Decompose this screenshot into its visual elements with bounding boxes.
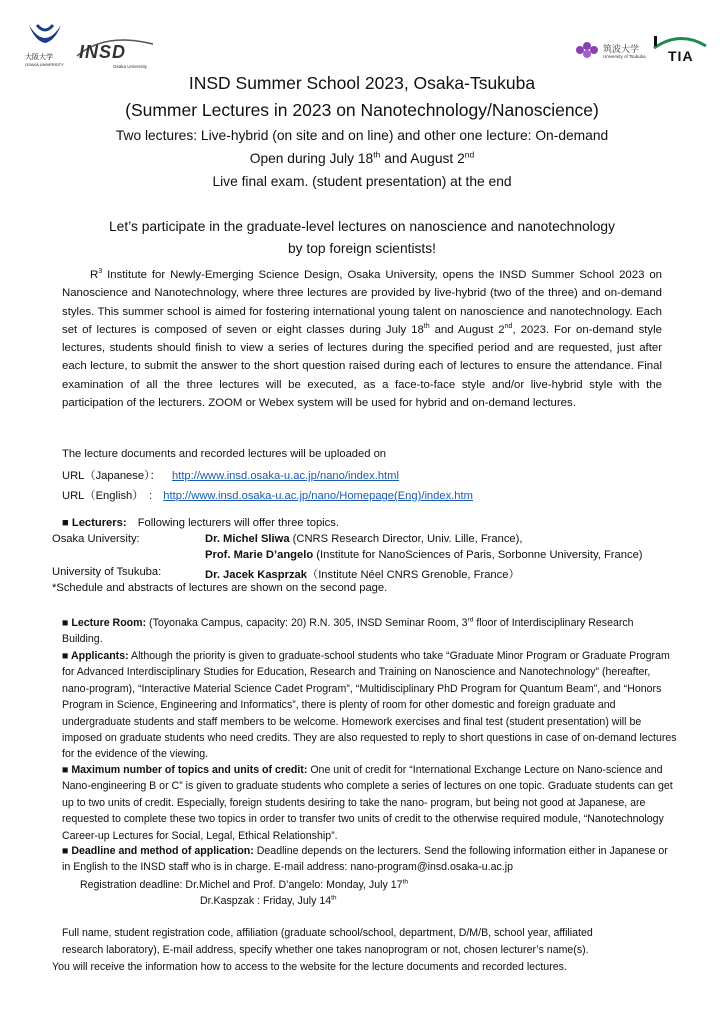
osaka-logo-text: 大阪大学 — [25, 54, 53, 61]
lecturer-1-name: Dr. Michel Sliwa — [205, 533, 290, 545]
osaka-university-logo — [25, 21, 65, 67]
deadline-text: Deadline depends on the lecturers. Send the following information either in Japanese or in English to the INSD staff who is in charge. E-mail address: nano-program@insd.osaka-u.ac.jp — [62, 845, 668, 874]
deadline-heading: ■ Deadline and method of application: — [62, 845, 254, 857]
insd-logo-text: INSD — [79, 42, 127, 62]
lecturer-2 — [205, 549, 643, 561]
url-english-link[interactable]: http://www.insd.osaka-u.ac.jp/nano/Homepage(Eng)/index.htm — [163, 490, 473, 502]
credits-text: One unit of credit for “International Exchange Lecture on Nano-science and Nano-engineering B or C” is given to graduate students who complete a series of lectures on one topic. Graduate students can get up to two units of credit. Especially, foreign students desiring to take the nano- program, but being not good at Japanese, are requested to complete these two topics in order to transfer two units of credit to the otherwise required module, “Nanotechnology Career-up Lectures for Social, Legal, Ethical Relationship”. — [62, 764, 673, 842]
footer-line-3: You will receive the information how to access to the website for the lecture documents and recorded lectures. — [52, 961, 567, 973]
page-subtitle: (Summer Lectures in 2023 on Nanotechnology/Nanoscience) — [125, 100, 599, 120]
registration-deadline-1: Registration deadline: Dr.Michel and Prof. D’angelo: Monday, July 17th — [80, 878, 408, 891]
osaka-logo-sub: OSAKA UNIVERSITY — [25, 62, 64, 67]
lecturer-2-name: Prof. Marie D’angelo — [205, 549, 314, 561]
tsukuba-university-logo — [575, 40, 645, 64]
open-period-line: Open during July 18th and August 2nd — [249, 149, 475, 166]
tia-logo-text: TIA — [668, 48, 694, 64]
footer-line-1: Full name, student registration code, affiliation (graduate school/school, department, D/M/B, school year, affiliated — [62, 927, 593, 939]
tsukuba-logo-sub: University of Tsukuba — [603, 54, 646, 59]
tagline-2: by top foreign scientists! — [287, 241, 436, 256]
lecturer-3-name: Dr. Jacek Kasprzak — [205, 569, 307, 581]
tia-logo — [652, 34, 708, 66]
page-title: INSD Summer School 2023, Osaka-Tsukuba — [188, 73, 536, 93]
url-english-row — [62, 487, 473, 503]
tagline-1: Let’s participate in the graduate-level lectures on nanoscience and nanotechnology — [109, 219, 615, 234]
lecturers-heading: ■ Lecturers: — [62, 517, 127, 529]
footer-line-2: research laboratory), E-mail address, specify whether one takes nanoprogram or not, chosen lecturer’s name(s). — [62, 944, 589, 956]
osaka-label: Osaka University: — [52, 533, 140, 545]
lecturer-2-affiliation: (Institute for NanoSciences of Paris, Sorbonne University, France) — [313, 549, 643, 561]
lecturer-3-affiliation: （Institute Néel CNRS Grenoble, France） — [307, 569, 520, 581]
lecturer-1 — [205, 533, 523, 545]
credits-section — [62, 762, 677, 844]
credits-heading: ■ Maximum number of topics and units of credit: — [62, 764, 308, 776]
urls-intro: The lecture documents and recorded lectures will be uploaded on — [62, 448, 387, 460]
lecture-room-section: ■ Lecture Room: (Toyonaka Campus, capacity: 20) R.N. 305, INSD Seminar Room, 3rd floor of Interdisciplinary Research Building. — [62, 616, 634, 646]
url-japanese-link[interactable]: http://www.insd.osaka-u.ac.jp/nano/index.html — [171, 470, 399, 482]
tsukuba-logo-text: 筑波大学 — [603, 44, 640, 54]
osaka-emblem-icon — [25, 21, 65, 49]
url-english-label: URL（English） : — [62, 490, 153, 502]
lecturers-heading-row — [62, 517, 339, 529]
lecturers-intro: Following lecturers will offer three topics. — [137, 517, 339, 529]
lecturer-1-affiliation: (CNRS Research Director, Univ. Lille, France), — [289, 533, 523, 545]
insd-logo-sub: Osaka University — [113, 64, 148, 69]
tsukuba-label: University of Tsukuba: — [52, 566, 162, 578]
url-japanese-row — [62, 467, 399, 483]
schedule-note: *Schedule and abstracts of lectures are shown on the second page. — [52, 582, 388, 594]
applicants-text: Although the priority is given to graduate-school students who take “Graduate Minor Program or Graduate Program for Advanced Interdisciplinary Studies for Education, Research and Training on Nanoscience and Nanotechnology” (hereafter, nano-program), “Interactive Material Science Cadet Program”, “Multidisciplinary PhD Program for Quantum Beam”, and “Honors Program in Science, Engineering and Informatics”, there is plenty of room for other domestic and foreign graduate and undergraduate students and staff members to be welcome. Homework exercises and final test (student presentation) will be imposed on graduate students who need credits. They are also requested to reply to short questions in case of on-demand lectures for the evidence of the viewing. — [62, 650, 677, 761]
format-line: Two lectures: Live-hybrid (on site and on line) and other one lecture: On-demand — [115, 128, 609, 143]
final-exam-line: Live final exam. (student presentation) at the end — [212, 174, 512, 189]
insd-logo — [75, 38, 155, 76]
intro-paragraph: $R^3$ Institute for Newly-Emerging Science Design, Osaka University, opens the INSD Summer School 2023 on Nanoscience and Nanotechnology, where three lectures are provided by live-hybrid (two of the three) and on-demand styles. This summer school is aimed for fostering international young talent on nanoscience and nanotechnology. Each set of lectures is composed of seven or eight classes during July 18th and August 2nd, 2023. For on-demand style lectures, students should finish to view a series of lectures during the specified period and are requested, just after each lecture, to submit the answer to the short question raised during each of lectures to ensure the attendance. Final examination of all the three lectures will be executed, as a face-to-face style and/or live-hybrid style with the participation of the lecturers. ZOOM or Webex system will be used for hybrid and on-demand lectures. — [62, 268, 662, 410]
tsukuba-emblem-icon — [575, 40, 601, 62]
deadline-section — [62, 843, 677, 876]
lecture-room-heading: ■ Lecture Room: — [62, 617, 147, 629]
registration-deadline-2: Dr.Kaspzak : Friday, July 14th — [200, 894, 337, 907]
url-japanese-label: URL（Japanese）： — [62, 470, 161, 482]
applicants-heading: ■ Applicants: — [62, 650, 129, 662]
lecturer-3 — [205, 566, 520, 582]
applicants-section — [62, 648, 677, 763]
